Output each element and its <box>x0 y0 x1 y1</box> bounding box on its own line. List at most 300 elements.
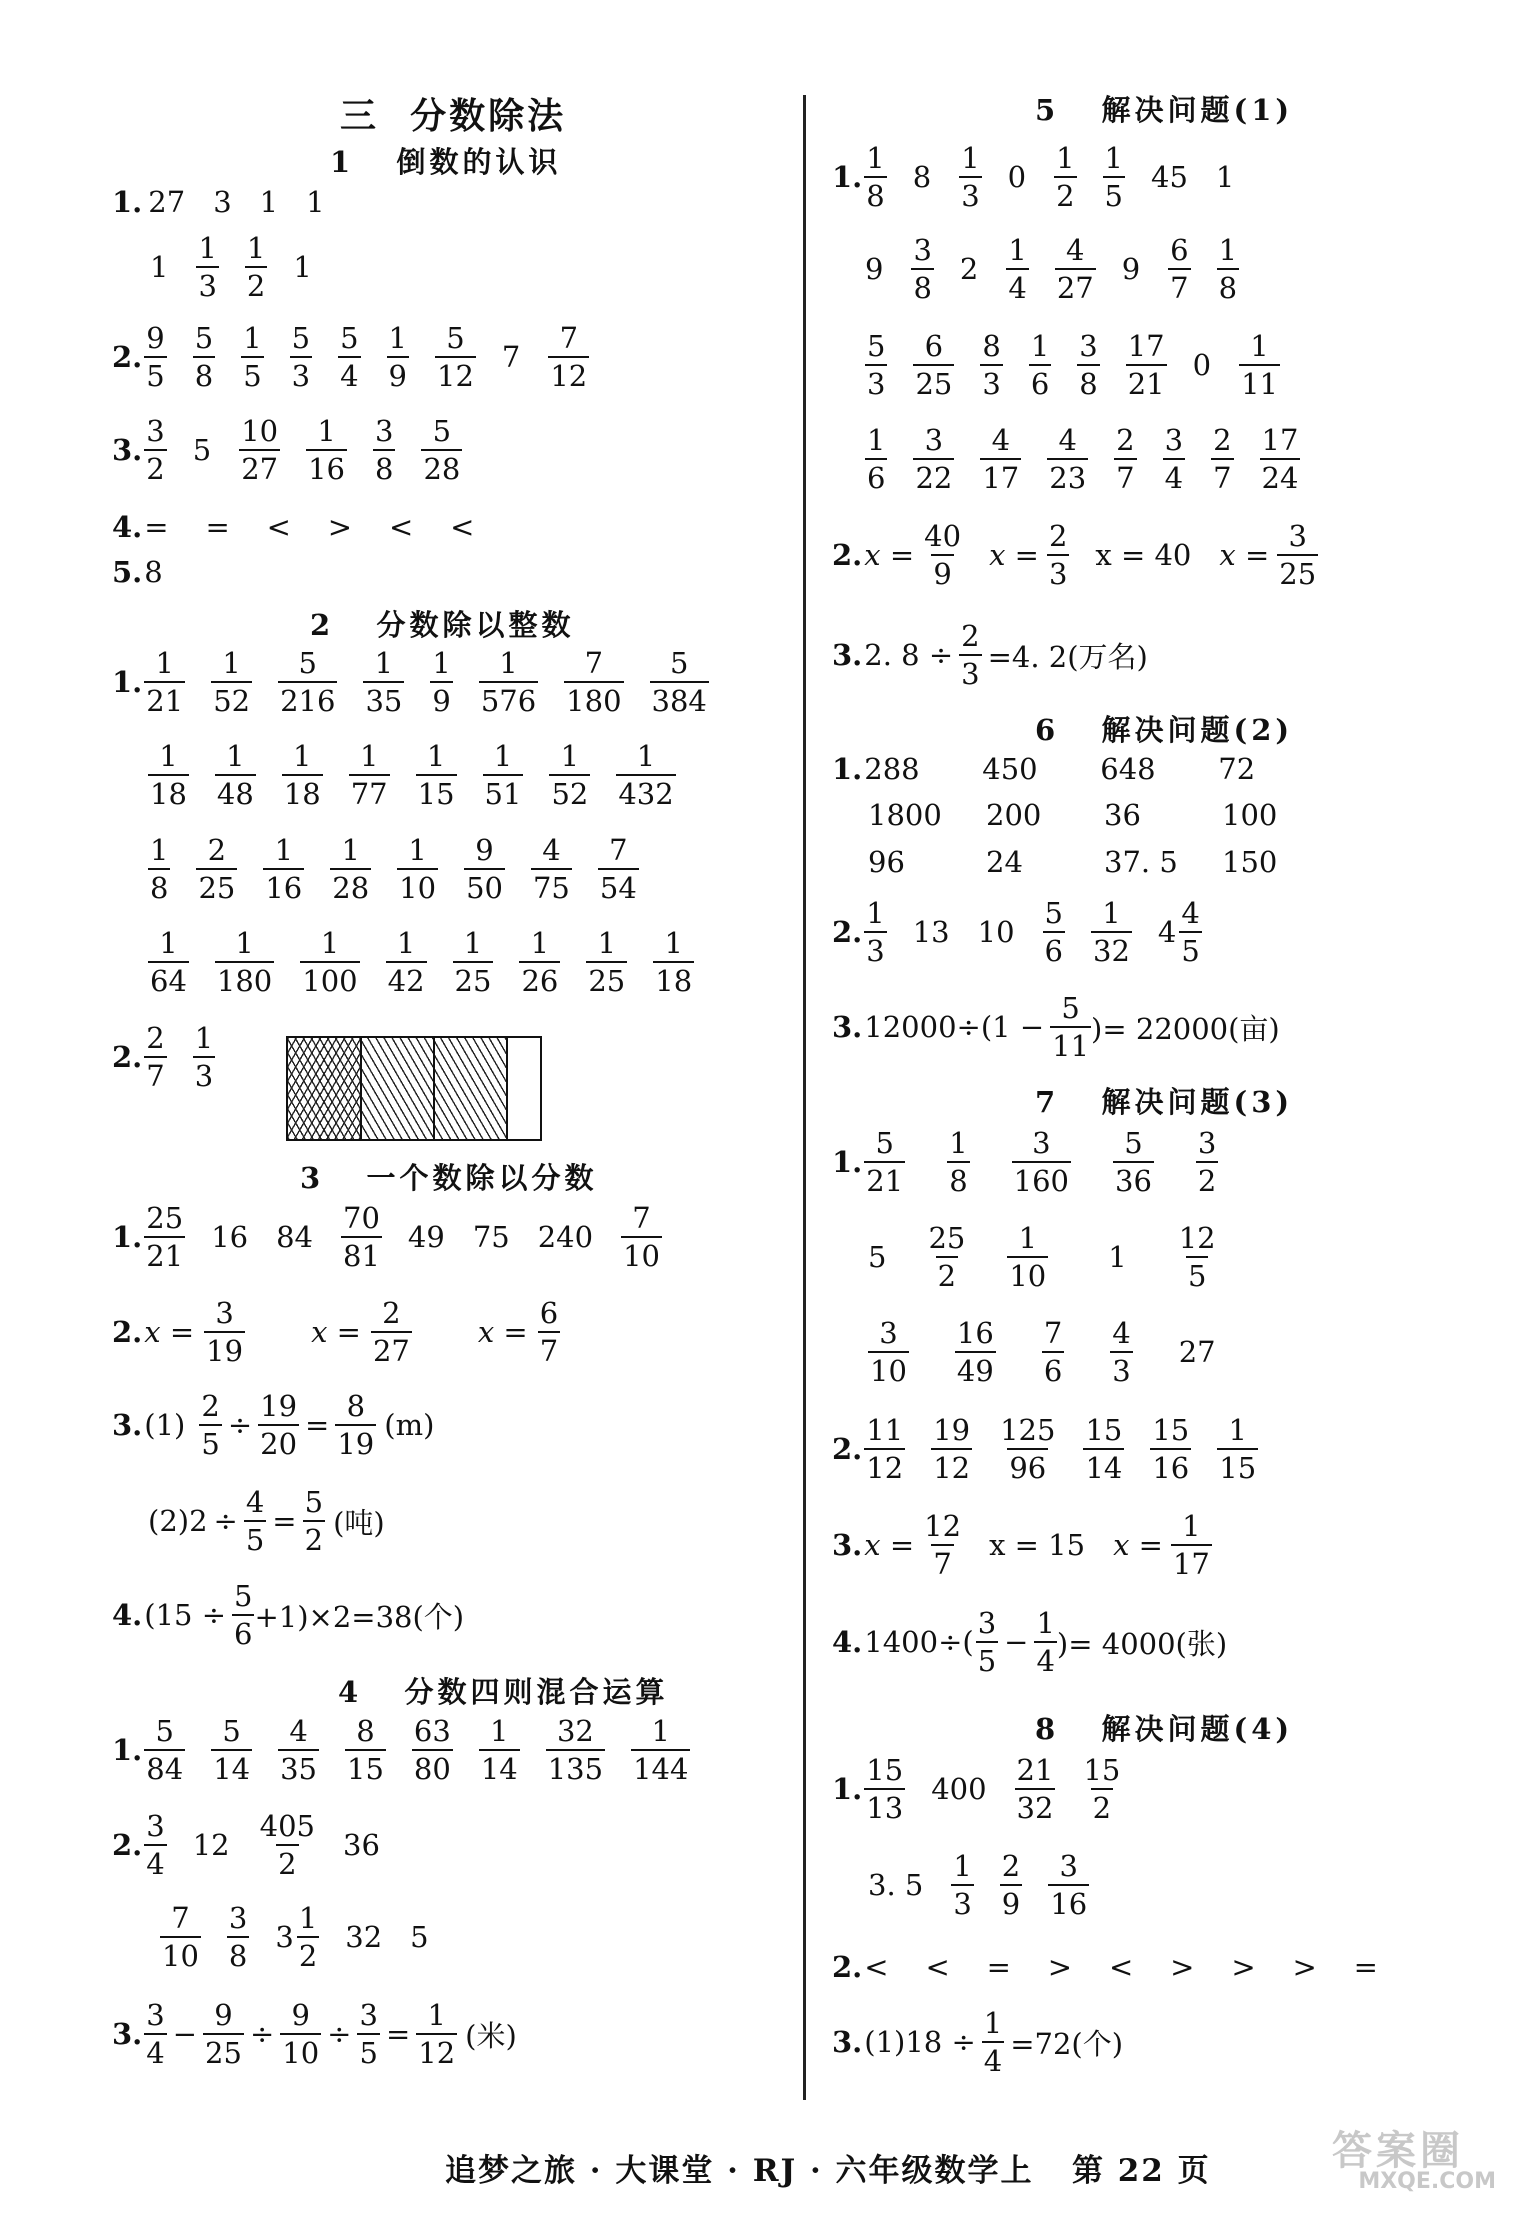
fraction <box>232 1578 254 1652</box>
denominator: 28 <box>421 449 462 487</box>
numerator: 70 <box>343 1201 380 1235</box>
fraction <box>865 422 887 496</box>
denominator: 3 <box>193 1056 215 1094</box>
fraction <box>1217 1412 1258 1486</box>
question-number: 1. <box>112 665 143 699</box>
denominator: 576 <box>479 681 538 719</box>
denominator: 19 <box>335 1424 376 1462</box>
answer-line <box>832 1605 1255 1679</box>
denominator: 21 <box>864 1161 905 1199</box>
fraction <box>1196 1125 1218 1199</box>
fraction <box>947 1125 969 1199</box>
numerator: 3 <box>146 1998 165 2032</box>
answer-line <box>112 645 735 719</box>
denominator: 14 <box>479 1749 520 1787</box>
answer-line <box>868 798 1340 832</box>
whole-part: 4 <box>1157 915 1177 949</box>
denominator: 3 <box>959 176 981 214</box>
denominator: 3 <box>951 1884 973 1922</box>
numerator: 10 <box>241 414 279 448</box>
denominator: 77 <box>349 774 390 812</box>
answer-line <box>868 1220 1244 1294</box>
fraction <box>922 1508 963 1582</box>
numerator: 5 <box>291 321 311 355</box>
question-number: 3. <box>832 2025 863 2059</box>
numerator: 32 <box>556 1714 594 1748</box>
fraction <box>144 645 185 719</box>
numerator: 7 <box>609 833 628 867</box>
fraction <box>1168 232 1190 306</box>
denominator: 54 <box>598 868 639 906</box>
section-title: 4 分数四则混合运算 <box>338 1675 669 1709</box>
denominator: 3 <box>196 266 218 304</box>
numerator: 4 <box>1112 1316 1131 1350</box>
numerator: 1 <box>597 926 617 960</box>
answer-line <box>112 510 502 544</box>
denominator: 13 <box>864 1788 905 1826</box>
numerator: 6 <box>1170 233 1189 267</box>
denominator: 21 <box>144 1236 185 1274</box>
operator-symbol: − <box>1004 1625 1029 1659</box>
numerator: 1 <box>159 739 178 773</box>
denominator: 432 <box>616 774 675 812</box>
fraction <box>244 1484 266 1558</box>
equation-label: x = <box>989 538 1039 572</box>
denominator: 35 <box>278 1749 319 1787</box>
denominator: 4 <box>982 2041 1004 2079</box>
answer-line <box>112 1388 462 1462</box>
fraction <box>412 1713 453 1787</box>
numerator: 1 <box>150 833 169 867</box>
fraction <box>300 925 359 999</box>
denominator: 15 <box>1217 1448 1258 1486</box>
answer-line <box>868 1315 1244 1389</box>
value-text: 9 <box>1121 252 1141 286</box>
fraction <box>1047 422 1088 496</box>
fraction <box>980 328 1002 402</box>
denominator: 3 <box>980 364 1002 402</box>
denominator: 10 <box>621 1236 662 1274</box>
fraction <box>1050 990 1091 1064</box>
answer-line <box>832 1508 1238 1582</box>
denominator: 3 <box>290 356 312 394</box>
denominator: 8 <box>911 268 933 306</box>
numerator: 16 <box>956 1316 994 1350</box>
denominator: 22 <box>913 458 954 496</box>
section-title: 3 一个数除以分数 <box>300 1161 598 1195</box>
denominator: 144 <box>631 1749 690 1787</box>
equation-label: x = <box>311 1315 361 1349</box>
fraction <box>245 230 267 304</box>
fraction <box>204 1295 245 1369</box>
answer-line <box>832 1412 1284 1486</box>
numerator: 1 <box>866 141 885 175</box>
fraction <box>913 328 954 402</box>
value-text: (米) <box>465 2018 517 2053</box>
numerator: 1 <box>1036 1606 1055 1640</box>
denominator: 49 <box>955 1351 996 1389</box>
answer-line <box>832 2005 1151 2079</box>
value-text: 32 <box>345 1920 383 1954</box>
numerator: 1 <box>530 926 550 960</box>
fraction <box>1055 232 1096 306</box>
value-text: 45 <box>1151 160 1188 194</box>
question-number: 2. <box>112 340 143 374</box>
fraction <box>911 232 933 306</box>
numerator: 1 <box>159 926 178 960</box>
numerator: 2 <box>207 833 227 867</box>
numerator: 5 <box>669 646 689 680</box>
operator-symbol: − <box>172 2017 198 2051</box>
fraction <box>280 1997 321 2071</box>
numerator: 1 <box>560 739 580 773</box>
fraction <box>278 645 337 719</box>
numerator: 19 <box>260 1389 298 1423</box>
numerator: 1 <box>651 1714 670 1748</box>
numerator: 1 <box>426 739 446 773</box>
value-text: 1 <box>1108 1240 1127 1274</box>
fraction <box>1054 140 1076 214</box>
denominator: 2 <box>936 1256 958 1294</box>
denominator: 5 <box>144 356 166 394</box>
denominator: 3 <box>959 654 981 692</box>
column-divider <box>803 95 806 2100</box>
fraction <box>193 320 215 394</box>
denominator: 2 <box>144 449 166 487</box>
denominator: 2 <box>1054 176 1076 214</box>
fraction <box>144 1713 185 1787</box>
fraction <box>922 518 963 592</box>
double-shaded-part <box>288 1038 360 1139</box>
numerator: 2 <box>146 1021 165 1055</box>
denominator: 18 <box>653 961 694 999</box>
value-text: 27 <box>148 185 186 219</box>
numerator: 1 <box>246 231 266 265</box>
value-text: 12000÷(1 − <box>864 1010 1045 1044</box>
value-text: (吨) <box>333 1505 385 1540</box>
fraction <box>531 832 572 906</box>
fraction <box>239 413 280 487</box>
fraction <box>1163 422 1185 496</box>
fraction <box>650 645 709 719</box>
question-number: 1. <box>112 1733 143 1767</box>
answer-line <box>148 738 702 812</box>
numerator: 21 <box>1016 1753 1054 1787</box>
fraction <box>1177 1220 1218 1294</box>
value-text: 9 <box>865 252 884 286</box>
fraction <box>199 1388 221 1462</box>
numerator: 5 <box>304 1485 324 1519</box>
value-text: 648 <box>1100 752 1156 786</box>
value-text: 1800 <box>868 798 942 832</box>
fraction <box>306 413 347 487</box>
question-number: 3. <box>832 1528 863 1562</box>
numerator: 1 <box>396 926 416 960</box>
denominator: 4 <box>144 2033 166 2071</box>
denominator: 7 <box>931 1544 953 1582</box>
fraction <box>211 1713 252 1787</box>
denominator: 7 <box>1114 458 1136 496</box>
denominator: 5 <box>357 2033 379 2071</box>
value-text: 72 <box>1218 752 1256 786</box>
value-text: 1 <box>293 250 312 284</box>
question-number: 2. <box>832 1950 863 1984</box>
fraction <box>980 422 1021 496</box>
numerator: 4 <box>542 833 561 867</box>
fraction <box>203 1997 244 2071</box>
fraction <box>416 1997 457 2071</box>
denominator: 17 <box>980 458 1021 496</box>
numerator: 7 <box>171 1901 190 1935</box>
value-text: x = 40 <box>1095 538 1192 572</box>
numerator: 1 <box>155 646 174 680</box>
question-number: 2. <box>832 915 863 949</box>
question-number: 4. <box>112 510 143 544</box>
value-text: 12 <box>192 1828 230 1862</box>
fraction <box>1077 328 1099 402</box>
denominator: 9 <box>387 356 409 394</box>
denominator: 11 <box>1239 364 1280 402</box>
fraction <box>549 738 590 812</box>
fraction <box>479 645 538 719</box>
section-title: 5 解决问题(1) <box>1035 93 1294 127</box>
numerator: 8 <box>982 329 1001 363</box>
denominator: 3 <box>864 931 886 969</box>
denominator: 2 <box>297 1936 319 1974</box>
fraction <box>864 1752 905 1826</box>
denominator: 160 <box>1012 1161 1071 1199</box>
numerator: 7 <box>559 321 579 355</box>
value-text: 27 <box>1178 1335 1216 1369</box>
fraction <box>1083 1412 1124 1486</box>
fraction <box>564 645 623 719</box>
fraction <box>349 738 390 812</box>
fraction <box>1081 1752 1122 1826</box>
question-number: 1. <box>832 1772 863 1806</box>
numerator: 17 <box>1127 329 1165 363</box>
fraction <box>144 320 166 394</box>
question-number: 3. <box>112 2017 143 2051</box>
question-number: 2. <box>832 1432 863 1466</box>
fraction <box>951 1848 973 1922</box>
denominator: 50 <box>464 868 505 906</box>
mixed-number <box>1158 895 1202 969</box>
denominator: 5 <box>1186 1256 1208 1294</box>
fraction <box>330 832 371 906</box>
fraction <box>290 320 312 394</box>
numerator: 6 <box>924 329 944 363</box>
denominator: 10 <box>160 1936 201 1974</box>
operator-symbol: = <box>272 1504 297 1538</box>
answer-line <box>865 328 1306 402</box>
numerator: 1 <box>408 833 427 867</box>
fraction <box>278 1713 319 1787</box>
value-text: 8 <box>144 555 163 589</box>
fraction <box>196 832 237 906</box>
numerator: 4 <box>1066 233 1085 267</box>
numerator: 1 <box>198 231 217 265</box>
numerator: 9 <box>475 833 494 867</box>
denominator: 14 <box>211 1749 252 1787</box>
denominator: 7 <box>1168 268 1190 306</box>
numerator: 2 <box>1001 1849 1021 1883</box>
numerator: 1 <box>664 926 683 960</box>
fraction <box>631 1713 690 1787</box>
value-text: 100 <box>1222 798 1278 832</box>
denominator: 21 <box>144 681 185 719</box>
fraction <box>453 925 494 999</box>
denominator: 35 <box>363 681 404 719</box>
denominator: 8 <box>947 1161 969 1199</box>
numerator: 3 <box>215 1296 234 1330</box>
denominator: 6 <box>1042 1351 1064 1389</box>
numerator: 5 <box>1061 991 1080 1025</box>
numerator: 5 <box>432 414 452 448</box>
fraction <box>865 328 887 402</box>
fraction <box>976 1605 998 1679</box>
numerator: 405 <box>259 1809 315 1843</box>
value-text: 200 <box>986 798 1042 832</box>
denominator: 16 <box>263 868 304 906</box>
operator-symbol: ÷ <box>227 1408 253 1442</box>
numerator: 1 <box>432 646 451 680</box>
fraction <box>546 1713 605 1787</box>
numerator: 3 <box>1079 329 1098 363</box>
denominator: 7 <box>538 1331 560 1369</box>
numerator: 4 <box>1058 423 1077 457</box>
numerator: 5 <box>194 321 214 355</box>
divider-line <box>360 1038 362 1139</box>
numerator: 2 <box>382 1296 401 1330</box>
denominator: 180 <box>215 961 274 999</box>
fraction <box>621 1200 662 1274</box>
numerator: 1 <box>1056 141 1075 175</box>
numerator: 1 <box>194 1021 214 1055</box>
fraction <box>1150 1412 1191 1486</box>
divider-line <box>506 1038 508 1139</box>
fraction <box>1277 518 1318 592</box>
fraction <box>1007 1220 1048 1294</box>
fraction <box>282 738 323 812</box>
denominator: 8 <box>1217 268 1239 306</box>
numerator: 1 <box>235 926 254 960</box>
value-text: x = 15 <box>989 1528 1086 1562</box>
answer-line <box>832 1950 1406 1984</box>
answer-line <box>832 752 1336 786</box>
fraction <box>653 925 694 999</box>
answer-line <box>112 320 615 394</box>
value-text: 49 <box>407 1220 445 1254</box>
answer-line <box>112 1808 408 1882</box>
fraction <box>1012 1125 1071 1199</box>
denominator: 5 <box>1179 931 1201 969</box>
fraction <box>548 320 589 394</box>
denominator: 3 <box>1047 554 1069 592</box>
answer-line <box>112 1295 586 1369</box>
numerator: 8 <box>356 1714 375 1748</box>
numerator: 3 <box>359 1998 378 2032</box>
numerator: 1 <box>1228 1413 1247 1447</box>
denominator: 135 <box>546 1749 605 1787</box>
answer-line <box>112 1200 688 1274</box>
answer-line <box>832 140 1262 214</box>
fraction <box>263 832 304 906</box>
numerator: 40 <box>924 519 962 553</box>
watermark-url: MXQE.COM <box>1358 2169 1496 2194</box>
denominator: 64 <box>148 961 189 999</box>
answer-line <box>832 1125 1260 1199</box>
numerator: 3 <box>228 1901 248 1935</box>
answer-line <box>868 845 1340 879</box>
numerator: 3 <box>146 414 165 448</box>
denominator: 12 <box>435 356 476 394</box>
numerator: 5 <box>1044 896 1063 930</box>
mixed-number <box>275 1900 319 1974</box>
fraction <box>955 1315 996 1389</box>
fraction <box>215 738 256 812</box>
numerator: 5 <box>234 1579 253 1613</box>
answer-line <box>112 555 191 589</box>
fraction <box>148 832 170 906</box>
numerator: 15 <box>1083 1753 1121 1787</box>
answer-line <box>832 895 1228 969</box>
value-text: )= 22000(亩) <box>1091 1011 1280 1046</box>
denominator: 2 <box>276 1844 298 1882</box>
page-footer: 追梦之旅 · 大课堂 · RJ · 六年级数学上 第 22 页 <box>445 2153 1211 2189</box>
value-text: 84 <box>276 1220 313 1254</box>
numerator: 3 <box>375 414 394 448</box>
numerator: 1 <box>359 739 379 773</box>
answer-line <box>865 232 1265 306</box>
fraction <box>864 1412 905 1486</box>
value-text: 1 <box>306 185 325 219</box>
answer-line <box>112 413 488 487</box>
value-text: (15 ÷ <box>144 1598 227 1632</box>
denominator: 25 <box>196 868 237 906</box>
fraction <box>227 1900 249 1974</box>
denominator: 10 <box>868 1351 909 1389</box>
section-title: 1 倒数的认识 <box>330 145 562 179</box>
denominator: 21 <box>1126 364 1167 402</box>
fraction <box>598 832 639 906</box>
denominator: 384 <box>650 681 709 719</box>
equation-label: x = <box>144 1315 195 1349</box>
value-text: 0 <box>1007 160 1027 194</box>
denominator: 25 <box>453 961 494 999</box>
fraction <box>258 1388 299 1462</box>
question-number: 1. <box>832 752 863 786</box>
denominator: 42 <box>386 961 427 999</box>
denominator: 25 <box>203 2033 244 2071</box>
numerator: 3 <box>924 423 944 457</box>
value-text: +1)×2=38(个) <box>254 1599 465 1634</box>
fraction <box>144 413 166 487</box>
denominator: 11 <box>1050 1026 1091 1064</box>
numerator: 5 <box>222 1714 241 1748</box>
fraction <box>538 1295 560 1369</box>
denominator: 5 <box>241 356 263 394</box>
numerator: 1 <box>374 646 394 680</box>
numerator: 4 <box>991 423 1011 457</box>
numerator: 1 <box>953 1849 972 1883</box>
denominator: 48 <box>215 774 256 812</box>
fraction <box>998 1412 1057 1486</box>
numerator: 1 <box>1008 233 1027 267</box>
fraction <box>416 738 457 812</box>
question-number: 1. <box>832 160 863 194</box>
answer-line <box>112 1578 492 1652</box>
value-text: 1 <box>259 185 279 219</box>
